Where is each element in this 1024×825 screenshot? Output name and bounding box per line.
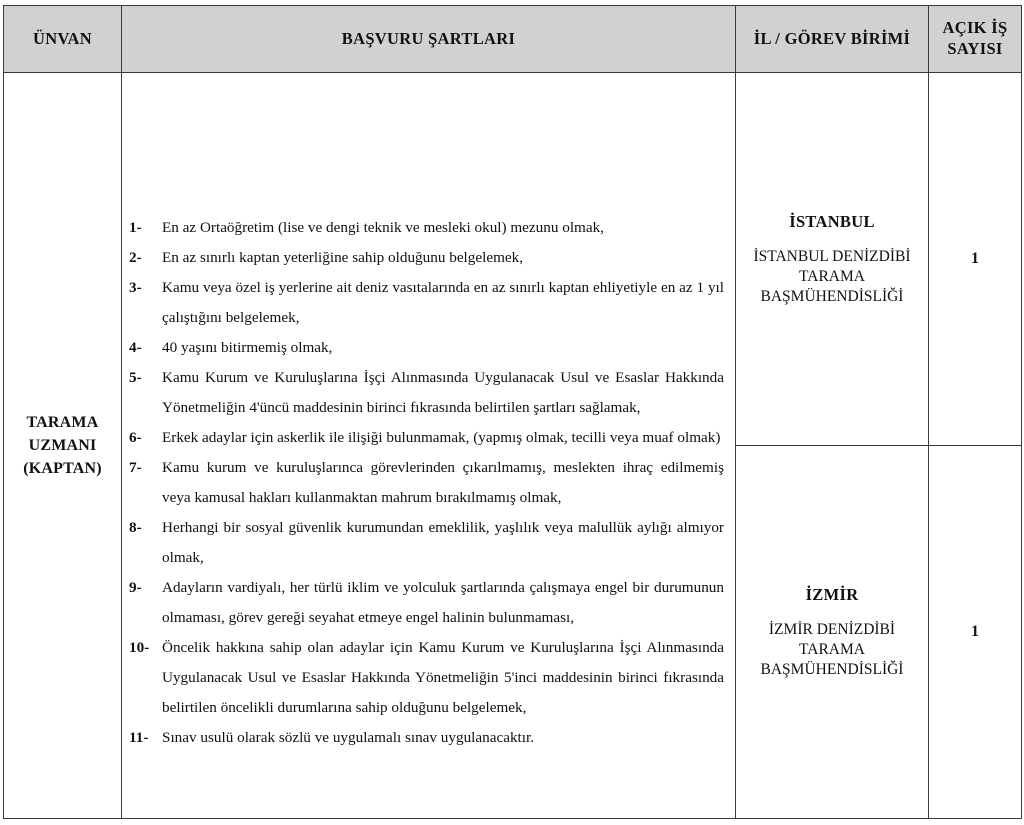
open-position-count-izmir: 1 [929,446,1022,819]
column-header-count-line2: SAYISI [947,39,1003,58]
condition-item [129,453,724,513]
unit-city-name: İZMİR [805,585,859,605]
condition-item [129,723,724,753]
table-header [4,6,1022,73]
condition-number: 7- [129,458,142,476]
unit-department-line-1: İZMİR DENİZDİBİ [768,620,896,638]
position-title-line-1: TARAMA [26,413,99,431]
condition-number: 6- [129,428,142,446]
unit-department-name [736,620,928,680]
unit-cell-izmir [736,446,929,819]
condition-item [129,243,724,273]
condition-number: 10- [129,638,150,656]
condition-item [129,273,724,333]
position-title-line-2: UZMANI [28,436,97,454]
column-header-count-line1: AÇIK İŞ [942,18,1008,38]
condition-text: En az sınırlı kaptan yeterliğine sahip olduğunu belgelemek, [162,248,524,266]
unit-department-line-3: BAŞMÜHENDİSLİĞİ [760,287,904,305]
unit-department-name [736,247,928,307]
condition-number: 9- [129,578,142,596]
column-header-count [929,6,1022,73]
condition-text: Herhangi bir sosyal güvenlik kurumundan emeklilik, yaşlılık veya malullük aylığı almıyor olmak, [162,518,724,566]
position-title-cell [4,73,122,819]
condition-text: Sınav usulü olarak sözlü ve uygulamalı sınav uygulanacaktır. [162,728,535,746]
condition-number: 1- [129,218,142,236]
condition-number: 2- [129,248,142,266]
condition-number: 11- [129,728,149,746]
condition-item [129,423,724,453]
condition-text: Adayların vardiyalı, her türlü iklim ve yolculuk şartlarında çalışmaya engel bir durumunun olmaması, görev gereği seyahat etmeye engel halinin bulunmaması, [162,578,724,626]
condition-number: 4- [129,338,142,356]
unit-department-line-3: BAŞMÜHENDİSLİĞİ [760,660,904,678]
condition-text: Kamu kurum ve kuruluşlarınca görevlerinden çıkarılmamış, meslekten ihraç edilmemiş veya kamusal hakları kullanmaktan mahrum bırakılmamış olmak, [162,458,724,506]
table-body [4,73,1022,819]
condition-item [129,363,724,423]
unit-cell-istanbul [736,73,929,446]
condition-text: Erkek adaylar için askerlik ile ilişiği bulunmamak, (yapmış olmak, tecilli veya muaf olmak) [162,428,721,446]
condition-text: Kamu Kurum ve Kuruluşlarına İşçi Alınmasında Uygulanacak Usul ve Esaslar Hakkında Yönetmeliğin 4'üncü maddesinin birinci fıkrasında belirtilen şartları sağlamak, [162,368,724,416]
condition-item [129,513,724,573]
table-header-row [4,6,1022,73]
job-requirements-table [3,5,1022,819]
condition-item [129,333,724,363]
condition-text: Kamu veya özel iş yerlerine ait deniz vasıtalarında en az sınırlı kaptan ehliyetiyle en az 1 yıl çalıştığını belgelemek, [162,278,724,326]
column-header-conditions: BAŞVURU ŞARTLARI [122,6,736,73]
unit-city-name: İSTANBUL [789,212,875,232]
table-row [4,73,1022,446]
condition-number: 8- [129,518,142,536]
unit-department-line-2: TARAMA [799,640,865,658]
position-title-line-3: (KAPTAN) [23,460,102,478]
condition-item [129,573,724,633]
conditions-wrapper [122,129,735,763]
open-position-count-istanbul: 1 [929,73,1022,446]
condition-text: Öncelik hakkına sahip olan adaylar için Kamu Kurum ve Kuruluşlarına İşçi Alınmasında Uygulanacak Usul ve Esaslar Hakkında Yönetmeliğin 5'inci maddesinin birinci fıkrasında belirtilen öncelikli durumlarına sahip olduğunu belgelemek, [162,638,724,716]
condition-number: 3- [129,278,142,296]
column-header-title: ÜNVAN [4,6,122,73]
unit-department-line-2: TARAMA [799,267,865,285]
application-conditions-cell [122,73,736,819]
condition-text: 40 yaşını bitirmemiş olmak, [162,338,333,356]
conditions-list [129,213,724,753]
unit-department-line-1: İSTANBUL DENİZDİBİ [753,247,911,265]
condition-number: 5- [129,368,142,386]
condition-text: En az Ortaöğretim (lise ve dengi teknik ve mesleki okul) mezunu olmak, [162,218,604,236]
condition-item [129,213,724,243]
condition-item [129,633,724,723]
column-header-unit: İL / GÖREV BİRİMİ [736,6,929,73]
